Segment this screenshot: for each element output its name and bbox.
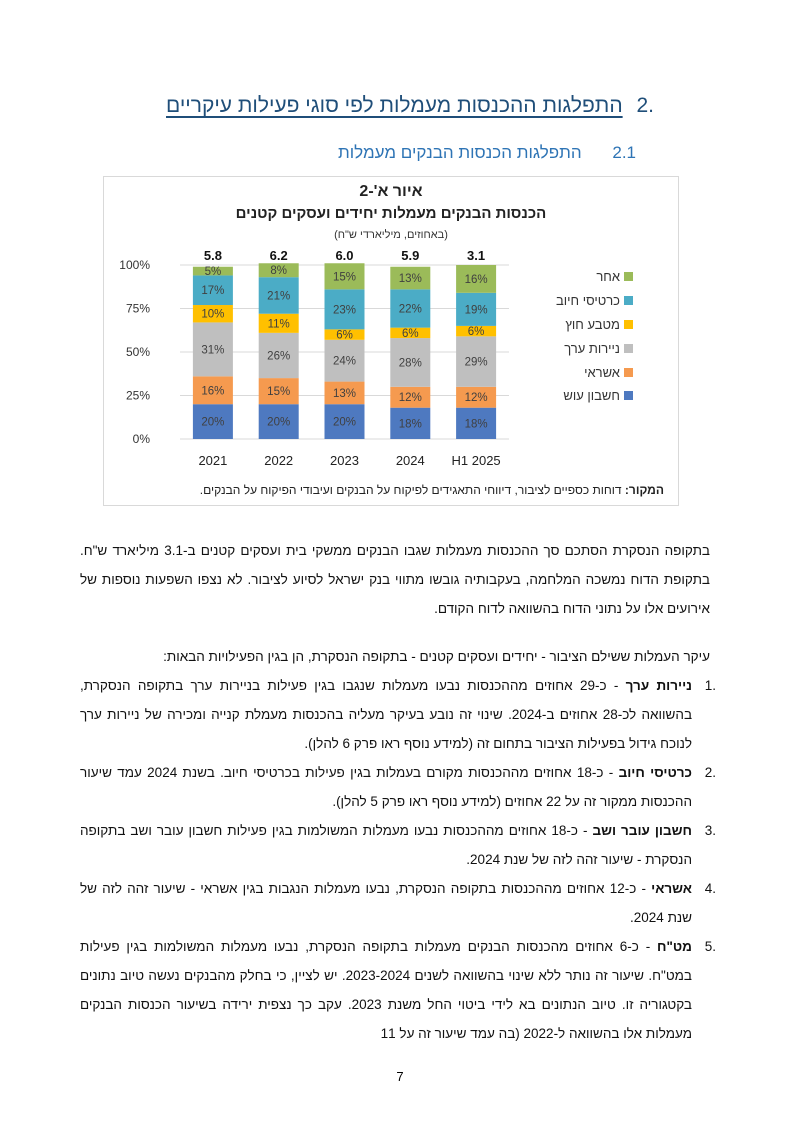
- list-item-term: כרטיסי חיוב: [618, 765, 692, 780]
- data-label: 28%: [398, 357, 422, 370]
- y-tick-label: 75%: [125, 301, 150, 316]
- legend-label: מטבע חוץ: [565, 316, 620, 332]
- subsection-number: 2.1: [612, 143, 636, 162]
- data-label: 31%: [201, 344, 225, 357]
- data-label: 5%: [204, 266, 222, 279]
- data-label: 17%: [201, 285, 225, 298]
- lead-paragraph: עיקר העמלות ששילם הציבור - יחידים ועסקים קטנים - בתקופה הנסקרת, הן בגין הפעילויות הבאות:: [163, 649, 710, 664]
- legend-swatch: [624, 344, 633, 353]
- list-item-term: אשראי: [651, 881, 692, 896]
- y-tick-label: 50%: [125, 345, 150, 359]
- y-tick-label: 100%: [119, 258, 150, 272]
- data-label: 29%: [464, 356, 488, 369]
- legend-item: [556, 289, 633, 313]
- x-tick-label: 2024: [395, 453, 425, 468]
- bar-total-label: 3.1: [467, 248, 486, 263]
- data-label: 13%: [332, 387, 357, 400]
- list-item-text: - כ-18 אחוזים מההכנסות נבעו מעמלות המשולמות בגין פעילות חשבון עובר ושב בתקופה הנסקרת - שיעור זהה לזה של שנת 2024.: [80, 823, 692, 867]
- bar-total-label: 5.9: [401, 248, 420, 263]
- data-label: 10%: [201, 308, 225, 321]
- legend-item: [556, 313, 633, 337]
- list-item: [80, 758, 716, 816]
- list-number: 5.: [704, 939, 716, 954]
- data-label: 24%: [332, 355, 357, 368]
- y-tick-label: 0%: [132, 432, 150, 446]
- source-text: דוחות כספיים לציבור, דיווחי התאגידים לפיקוח על הבנקים ועיבודי הפיקוח על הבנקים.: [199, 483, 625, 497]
- legend-item: [556, 265, 633, 289]
- data-label: 20%: [201, 416, 225, 429]
- list-number: 4.: [704, 881, 716, 896]
- x-tick-label: 2023: [330, 453, 359, 468]
- subsection-heading: [338, 143, 636, 163]
- bar-total-label: 5.8: [203, 248, 222, 263]
- legend-label: חשבון עוש: [563, 388, 620, 404]
- data-label: 12%: [464, 392, 488, 405]
- data-label: 15%: [332, 271, 357, 284]
- legend-label: אשראי: [584, 364, 620, 380]
- data-label: 20%: [332, 416, 357, 429]
- list-item-term: מט"ח: [657, 939, 692, 954]
- data-label: 22%: [398, 303, 422, 316]
- page-number: 7: [396, 1069, 404, 1084]
- figure-box: [103, 176, 679, 506]
- legend-swatch: [624, 391, 633, 400]
- data-label: 20%: [267, 416, 291, 429]
- list-number: 2.: [704, 765, 716, 780]
- y-tick-label: 25%: [125, 388, 150, 403]
- x-tick-label: H1 2025: [451, 453, 501, 468]
- data-label: 16%: [464, 273, 488, 286]
- list-item-term: ניירות ערך: [625, 678, 692, 693]
- legend-label: אחר: [596, 269, 620, 285]
- list-item: [80, 874, 716, 932]
- legend-item: [556, 336, 633, 360]
- data-label: 6%: [336, 329, 353, 342]
- list-item-text: - כ-29 אחוזים מההכנסות נבעו מעמלות שנגבו בגין פעילות בניירות ערך בתקופה הנסקרת, בהשוואה לכ-28 אחוזים ב-2024. שינוי זה נובע בעיקר מעליה בהכנסות מעמלת קנייה ומכירה של ניירות ערך לנוכח גידול בפעילות הציבור בתחום זה (למידע נוסף ראו פרק 6 להלן).: [80, 678, 693, 751]
- section-title: התפלגות ההכנסות מעמלות לפי סוגי פעילות עיקריים: [166, 94, 623, 117]
- list-number: 3.: [704, 823, 716, 838]
- chart-legend: [556, 265, 633, 408]
- list-item-term: חשבון עובר ושב: [592, 823, 692, 838]
- legend-label: כרטיסי חיוב: [556, 293, 620, 309]
- data-label: 21%: [267, 290, 291, 303]
- legend-swatch: [624, 368, 633, 377]
- x-tick-label: 2022: [264, 453, 294, 468]
- subsection-title: התפלגות הכנסות הבנקים מעמלות: [337, 143, 582, 162]
- data-label: 12%: [398, 392, 422, 405]
- data-label: 13%: [398, 273, 422, 286]
- bar-total-label: 6.2: [269, 248, 288, 263]
- data-label: 23%: [332, 304, 357, 317]
- data-label: 18%: [464, 418, 488, 431]
- data-label: 26%: [267, 350, 291, 363]
- section-number: .2: [636, 94, 654, 117]
- list-item: [80, 671, 716, 758]
- figure-source: [200, 483, 664, 497]
- list-number: 1.: [704, 678, 716, 693]
- intro-paragraph: בתקופה הנסקרת הסתכם סך ההכנסות מעמלות שגבו הבנקים ממשקי בית ועסקים קטנים ב-3.1 מיליארד ש"ח. בתקופת הדוח נמשכה המלחמה, בעקבותיה גובשו מתווי בנק ישראל לסיוע לציבור. לא נצפו השפעות נוספות של אירועים אלו על נתוני הדוח בהשוואה לדוח הקודם.: [80, 543, 710, 616]
- list-item: [80, 816, 716, 874]
- data-label: 6%: [467, 326, 485, 339]
- list-item-text: - כ-12 אחוזים מההכנסות בתקופה הנסקרת, נבעו מעמלות הנגבות בגין אשראי - שיעור זהה לזה של שנת 2024.: [80, 881, 692, 925]
- data-label: 11%: [267, 318, 290, 331]
- data-label: 18%: [398, 418, 422, 431]
- figure-title: איור א'-2: [359, 183, 423, 200]
- legend-swatch: [624, 296, 633, 305]
- source-label: המקור:: [624, 483, 664, 497]
- data-label: 19%: [464, 304, 488, 317]
- list-item-text: - כ-6 אחוזים מהכנסות הבנקים מעמלות בתקופה הנסקרת, נבעו מעמלות המשולמות בגין פעילות במט"ח. שיעור זה נותר ללא שינוי בהשוואה לשנים 2023-2024. יש לציין, כי בחלק מהבנקים נעשה טיוב נתונים בקטגוריה זו. טיוב הנתונים בא לידי ביטוי החל משנת 2023. עקב כך נצפית ירידה בשיעור הכנסות הבנקים מעמלות אלו בהשוואה ל-2022 (בה עמד שיעור זה על 11: [80, 939, 693, 1041]
- data-label: 8%: [270, 265, 288, 278]
- data-label: 6%: [401, 327, 419, 340]
- data-label: 15%: [267, 386, 291, 399]
- legend-swatch: [624, 320, 633, 329]
- figure-units: (באחוזים, מיליארדי ש"ח): [334, 229, 448, 241]
- legend-swatch: [624, 272, 633, 281]
- x-tick-label: 2021: [198, 453, 228, 468]
- legend-item: [556, 384, 633, 408]
- figure-subtitle: הכנסות הבנקים מעמלות יחידים ועסקים קטנים: [235, 205, 547, 222]
- bar-total-label: 6.0: [335, 248, 354, 263]
- list-item-text: - כ-18 אחוזים מההכנסות מקורם בעמלות בגין פעילות בכרטיסי חיוב. בשנת 2024 עמד שיעור ההכנסות ממקור זה על 22 אחוזים (למידע נוסף ראו פרק 5 להלן).: [80, 765, 692, 809]
- legend-item: [556, 360, 633, 384]
- data-label: 16%: [201, 385, 225, 398]
- section-heading: [166, 94, 654, 118]
- legend-label: ניירות ערך: [564, 340, 620, 356]
- list-item: [80, 932, 716, 1048]
